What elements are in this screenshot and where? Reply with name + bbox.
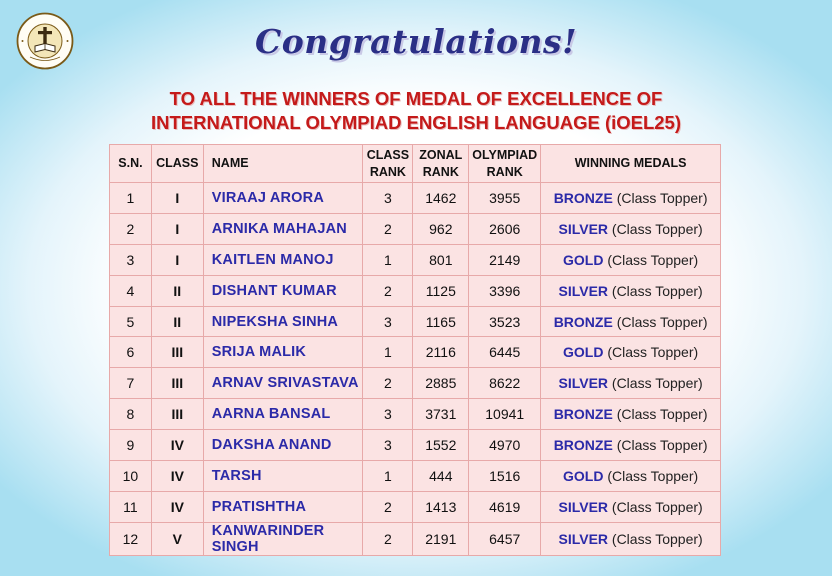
medal-name: BRONZE (553, 437, 613, 454)
medal-name: BRONZE (553, 406, 613, 423)
cell-olympiad-rank: 10941 (469, 399, 541, 430)
cell-class: IV (151, 461, 203, 492)
cell-olympiad-rank: 2606 (469, 213, 541, 244)
table-row (110, 491, 721, 522)
table-header-row (110, 145, 721, 183)
table-row (110, 461, 721, 492)
cell-class-rank: 2 (363, 275, 413, 306)
medal-note: (Class Topper) (616, 406, 708, 423)
medal-name: SILVER (558, 375, 609, 392)
cell-sn: 6 (110, 337, 152, 368)
cell-class: I (151, 213, 203, 244)
winners-heading (0, 87, 832, 135)
cell-medal (541, 522, 721, 555)
cell-name: ARNAV SRIVASTAVA (203, 368, 363, 399)
cell-zonal-rank: 444 (413, 461, 469, 492)
header-class-rank-line-2: RANK (369, 164, 406, 179)
cell-zonal-rank: 3731 (413, 399, 469, 430)
cell-zonal-rank: 2885 (413, 368, 469, 399)
cell-medal (541, 244, 721, 275)
cell-medal (541, 399, 721, 430)
header-zonal-rank (413, 145, 469, 183)
cell-sn: 11 (110, 491, 152, 522)
cell-zonal-rank: 1462 (413, 183, 469, 214)
cell-medal (541, 306, 721, 337)
medal-note: (Class Topper) (616, 313, 708, 330)
cell-olympiad-rank: 2149 (469, 244, 541, 275)
cell-class: IV (151, 491, 203, 522)
medal-note: (Class Topper) (607, 344, 699, 361)
header-name: NAME (203, 145, 363, 183)
cell-class: IV (151, 430, 203, 461)
medal-note: (Class Topper) (607, 251, 699, 268)
cell-sn: 3 (110, 244, 152, 275)
cell-medal (541, 491, 721, 522)
cell-olympiad-rank: 3955 (469, 183, 541, 214)
medal-name: BRONZE (553, 313, 613, 330)
cell-class: II (151, 306, 203, 337)
cell-zonal-rank: 2191 (413, 522, 469, 555)
cell-zonal-rank: 962 (413, 213, 469, 244)
cell-name: KANWARINDER SINGH (203, 522, 363, 555)
medal-note: (Class Topper) (611, 530, 703, 547)
medal-name: BRONZE (553, 189, 613, 206)
table-row (110, 430, 721, 461)
table-row (110, 337, 721, 368)
cell-class: I (151, 244, 203, 275)
cell-class-rank: 1 (363, 244, 413, 275)
medal-name: SILVER (558, 498, 609, 515)
cell-sn: 12 (110, 522, 152, 555)
table-row (110, 522, 721, 555)
cell-olympiad-rank: 6445 (469, 337, 541, 368)
cell-class: III (151, 337, 203, 368)
cell-olympiad-rank: 3396 (469, 275, 541, 306)
header-class: CLASS (151, 145, 203, 183)
heading-line-2: INTERNATIONAL OLYMPIAD ENGLISH LANGUAGE (iOEL25) (150, 112, 682, 133)
medal-name: GOLD (563, 467, 604, 484)
header-zonal-rank-line-1: ZONAL (419, 147, 463, 162)
cell-olympiad-rank: 4619 (469, 491, 541, 522)
table-row (110, 213, 721, 244)
cell-class: V (151, 522, 203, 555)
medal-name: GOLD (563, 344, 604, 361)
cell-name: TARSH (203, 461, 363, 492)
medal-note: (Class Topper) (611, 282, 703, 299)
cell-class-rank: 2 (363, 213, 413, 244)
table-row (110, 275, 721, 306)
table-row (110, 368, 721, 399)
header-sn: S.N. (110, 145, 152, 183)
cell-zonal-rank: 1125 (413, 275, 469, 306)
cell-sn: 2 (110, 213, 152, 244)
cell-medal (541, 213, 721, 244)
cell-name: KAITLEN MANOJ (203, 244, 363, 275)
medal-name: SILVER (558, 220, 609, 237)
cell-class-rank: 3 (363, 183, 413, 214)
medal-note: (Class Topper) (616, 437, 708, 454)
cell-sn: 10 (110, 461, 152, 492)
header-class-rank-line-1: CLASS (366, 147, 410, 162)
medal-note: (Class Topper) (611, 375, 703, 392)
cell-medal (541, 183, 721, 214)
cell-sn: 4 (110, 275, 152, 306)
cell-name: DAKSHA ANAND (203, 430, 363, 461)
cell-zonal-rank: 1165 (413, 306, 469, 337)
medal-note: (Class Topper) (616, 189, 708, 206)
cell-sn: 5 (110, 306, 152, 337)
medal-name: GOLD (563, 251, 604, 268)
medal-name: SILVER (558, 530, 609, 547)
cell-name: ARNIKA MAHAJAN (203, 213, 363, 244)
cell-name: AARNA BANSAL (203, 399, 363, 430)
cell-medal (541, 461, 721, 492)
cell-zonal-rank: 1413 (413, 491, 469, 522)
medal-note: (Class Topper) (611, 498, 703, 515)
header-olympiad-rank-line-2: RANK (486, 164, 523, 179)
cell-medal (541, 337, 721, 368)
table-row (110, 399, 721, 430)
cell-olympiad-rank: 8622 (469, 368, 541, 399)
cell-medal (541, 275, 721, 306)
medal-note: (Class Topper) (611, 220, 703, 237)
cell-zonal-rank: 2116 (413, 337, 469, 368)
medal-name: SILVER (558, 282, 609, 299)
cell-zonal-rank: 801 (413, 244, 469, 275)
cell-olympiad-rank: 4970 (469, 430, 541, 461)
header-olympiad-rank (469, 145, 541, 183)
cell-class-rank: 3 (363, 399, 413, 430)
cell-class: III (151, 368, 203, 399)
cell-name: SRIJA MALIK (203, 337, 363, 368)
cell-class-rank: 2 (363, 368, 413, 399)
cell-class: I (151, 183, 203, 214)
cell-class: III (151, 399, 203, 430)
cell-sn: 1 (110, 183, 152, 214)
cell-name: PRATISHTHA (203, 491, 363, 522)
header-class-rank (363, 145, 413, 183)
cell-zonal-rank: 1552 (413, 430, 469, 461)
cell-class-rank: 3 (363, 306, 413, 337)
header-zonal-rank-line-2: RANK (422, 164, 459, 179)
cell-olympiad-rank: 1516 (469, 461, 541, 492)
winners-table (109, 144, 721, 556)
cell-medal (541, 430, 721, 461)
table-row (110, 183, 721, 214)
congratulations-title: Congratulations! (254, 22, 578, 61)
cell-name: NIPEKSHA SINHA (203, 306, 363, 337)
cell-sn: 9 (110, 430, 152, 461)
cell-medal (541, 368, 721, 399)
cell-olympiad-rank: 6457 (469, 522, 541, 555)
cell-class-rank: 1 (363, 337, 413, 368)
header-olympiad-rank-line-1: OLYMPIAD (472, 147, 538, 162)
cell-class-rank: 2 (363, 491, 413, 522)
heading-line-1: TO ALL THE WINNERS OF MEDAL OF EXCELLENCE OF (169, 88, 663, 109)
cell-olympiad-rank: 3523 (469, 306, 541, 337)
table-row (110, 306, 721, 337)
cell-class-rank: 2 (363, 522, 413, 555)
cell-class-rank: 3 (363, 430, 413, 461)
cell-name: DISHANT KUMAR (203, 275, 363, 306)
cell-class-rank: 1 (363, 461, 413, 492)
cell-sn: 8 (110, 399, 152, 430)
cell-name: VIRAAJ ARORA (203, 183, 363, 214)
header-winning-medals: WINNING MEDALS (541, 145, 721, 183)
table-row (110, 244, 721, 275)
cell-class: II (151, 275, 203, 306)
medal-note: (Class Topper) (607, 467, 699, 484)
cell-sn: 7 (110, 368, 152, 399)
